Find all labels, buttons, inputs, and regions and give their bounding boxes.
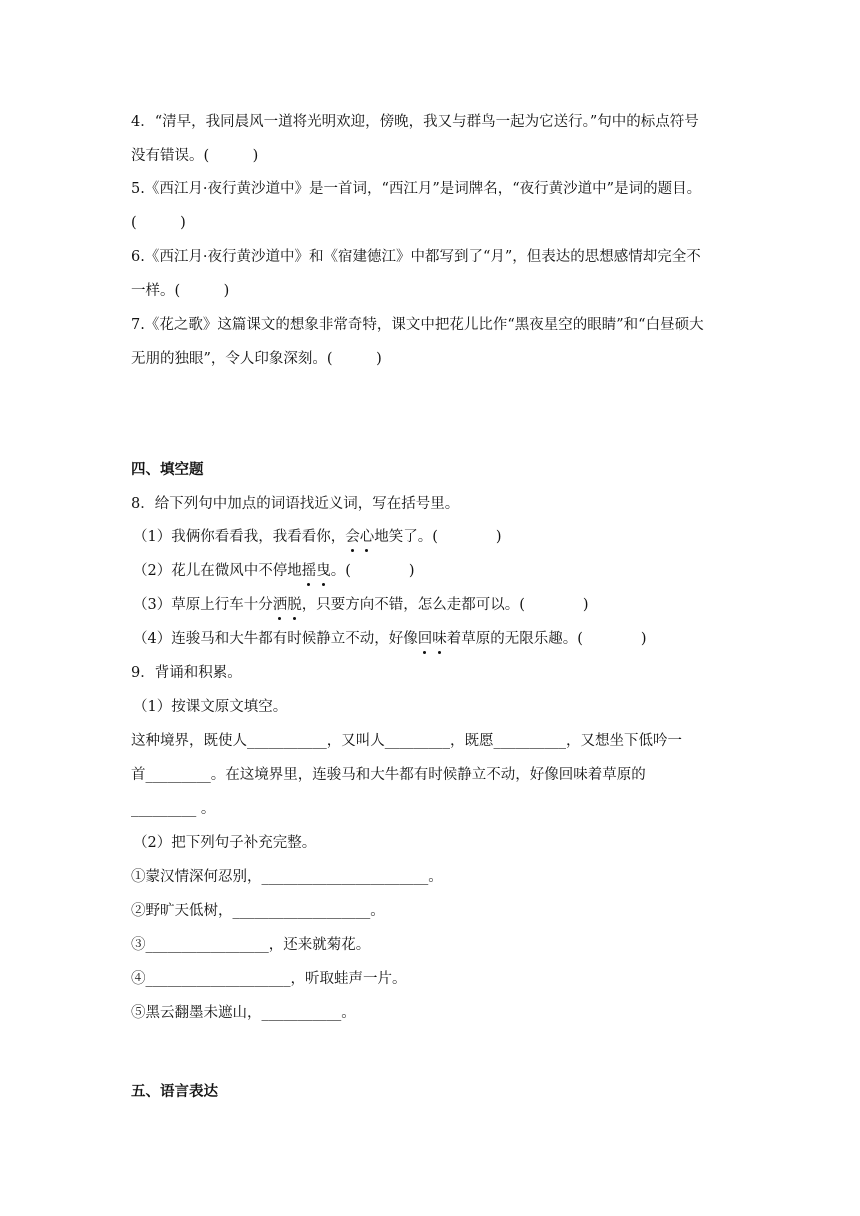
q9-1-line3: _________ 。 — [131, 801, 216, 817]
q8-item-4 — [133, 629, 647, 649]
q9-2-item-d: ④____________________，听取蛙声一片。 — [131, 971, 407, 987]
q6-line1: 6.《西江月·夜行黄沙道中》和《宿建德江》中都写到了“月”，但表达的思想感情却完全不 — [131, 249, 701, 265]
emphasis-dot-char: 摇 — [301, 563, 317, 579]
emphasis-dot-char: 心 — [359, 529, 375, 545]
q8-1-text-after: 地笑了。( ) — [374, 529, 502, 545]
q8-item-2 — [133, 561, 415, 581]
section-5-heading: 五、语言表达 — [131, 1084, 218, 1100]
emphasis-dot-char: 味 — [432, 631, 447, 647]
q8-item-1 — [133, 527, 502, 547]
q8-4-text-before: （4）连骏马和大牛都有时候静立不动，好像 — [133, 631, 418, 647]
emphasis-dot-char: 回 — [417, 631, 433, 647]
q9-2-item-b: ②野旷天低树，___________________。 — [131, 903, 385, 919]
q9-2-item-e: ⑤黑云翻墨未遮山，___________。 — [131, 1005, 356, 1021]
q9-2-item-c: ③_________________，还来就菊花。 — [131, 937, 371, 953]
q5-line2: ( ) — [131, 215, 186, 231]
q9-2-title: （2）把下列句子补充完整。 — [133, 835, 317, 851]
q8-4-text-after: 着草原的无限乐趣。( ) — [446, 631, 647, 647]
emphasis-dot-char: 洒 — [272, 597, 288, 613]
emphasis-dot-char: 会 — [345, 529, 360, 545]
q8-item-3 — [133, 595, 589, 615]
q7-line2: 无朋的独眼”，令人印象深刻。( ) — [131, 351, 382, 367]
q9-2-item-a: ①蒙汉情深何忍别，_______________________。 — [131, 869, 443, 885]
q8-2-text-before: （2）花儿在微风中不停地 — [133, 563, 302, 579]
q8-1-text-before: （1）我俩你看看我，我看看你， — [133, 529, 346, 545]
q7-line1: 7.《花之歌》这篇课文的想象非常奇特，课文中把花儿比作“黑夜星空的眼睛”和“白昼硕大 — [131, 317, 704, 333]
emphasis-dot-char: 曳 — [316, 563, 331, 579]
q9-1-line2: 首_________。在这境界里，连骏马和大牛都有时候静立不动，好像回味着草原的 — [131, 767, 646, 783]
q4-line2: 没有错误。( ) — [131, 148, 259, 164]
q8-3-text-after: ，只要方向不错，怎么走都可以。( ) — [301, 597, 589, 613]
q8-2-text-after: 。( ) — [330, 563, 415, 579]
q8-title: 8．给下列句中加点的词语找近义词，写在括号里。 — [131, 496, 460, 512]
q6-line2: 一样。( ) — [131, 283, 230, 299]
q9-title: 9．背诵和积累。 — [131, 665, 242, 681]
q4-line1: 4．“清早，我同晨风一道将光明欢迎，傍晚，我又与群鸟一起为它送行。”句中的标点符号 — [131, 114, 699, 130]
q9-1-line1: 这种境界，既使人___________，又叫人_________，既愿__________，又想坐下低吟一 — [131, 733, 682, 749]
q9-1-title: （1）按课文原文填空。 — [133, 699, 288, 715]
q5-line1: 5.《西江月·夜行黄沙道中》是一首词，“西江月”是词牌名，“夜行黄沙道中”是词的题目。 — [131, 181, 702, 197]
q8-3-text-before: （3）草原上行车十分 — [133, 597, 273, 613]
section-4-heading: 四、填空题 — [131, 462, 204, 478]
emphasis-dot-char: 脱 — [287, 597, 302, 613]
